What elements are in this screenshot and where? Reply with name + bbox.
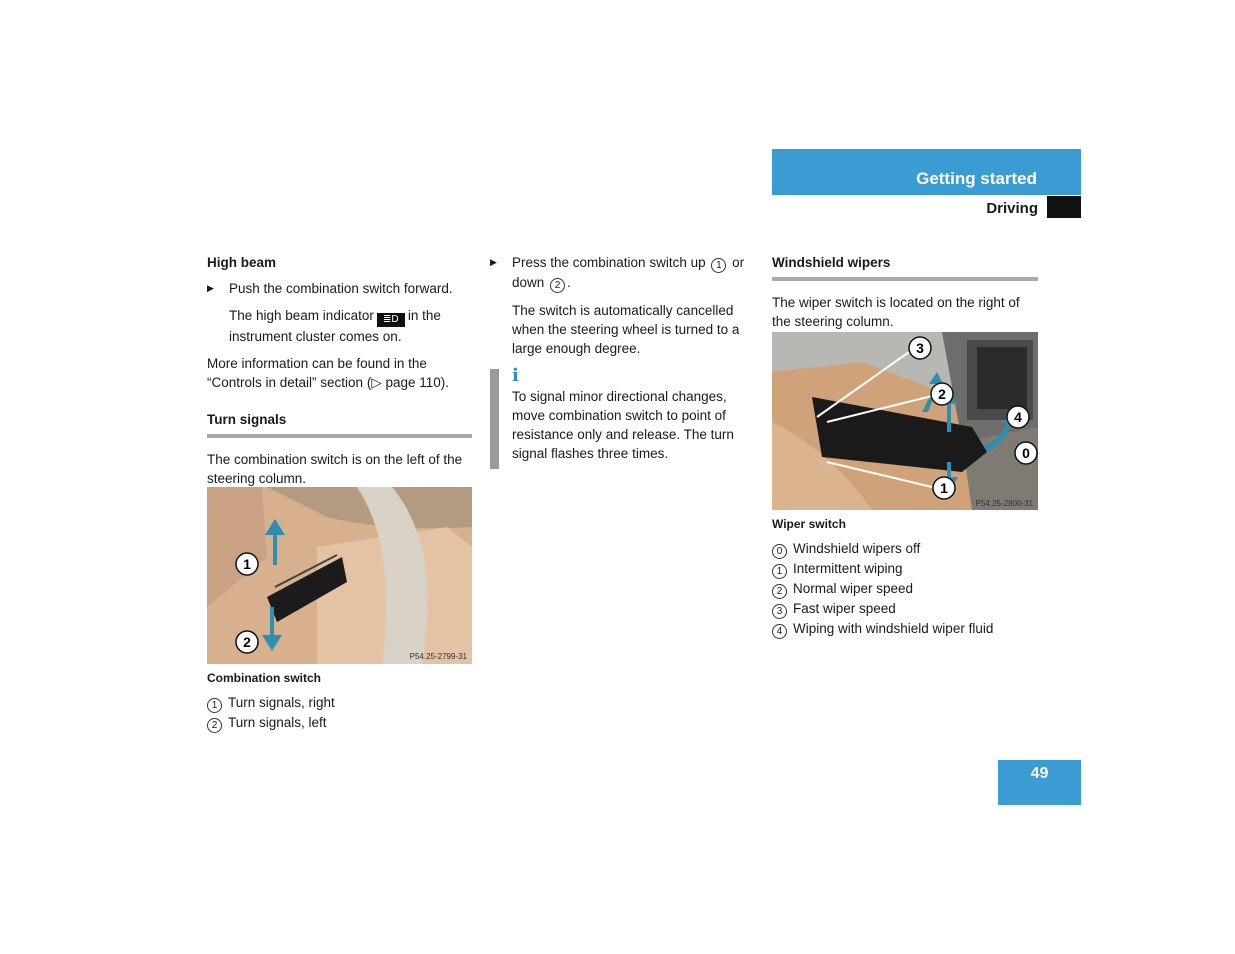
wiper-intro-text: The wiper switch is located on the right of the steering column. (772, 295, 1020, 329)
legend-item: 1 Turn signals, right (207, 693, 472, 713)
column-1 (207, 253, 472, 488)
combination-switch-image (207, 487, 472, 664)
auto-cancel-text: The switch is automatically cancelled when the steering wheel is turned to a large enough degree. (512, 303, 740, 356)
legend-item: 0 Windshield wipers off (772, 539, 1038, 559)
subsection-title: Driving (986, 200, 1038, 217)
heading-rule (207, 434, 472, 438)
wiper-switch-legend (772, 515, 1038, 639)
high-beam-icon: ≣D (377, 313, 405, 327)
callout-2: 2 (243, 634, 251, 650)
legend-item: 3 Fast wiper speed (772, 599, 1038, 619)
legend-number: 1 (772, 564, 787, 579)
combination-switch-legend (207, 669, 472, 733)
more-info-text: More information can be found in the “Controls in detail” section (▷ page 110). (207, 356, 449, 390)
high-beam-step: ▶ Push the combination switch forward. (207, 279, 472, 298)
combination-switch-illustration (207, 487, 472, 664)
section-title: Getting started (916, 169, 1037, 188)
callout-1: 1 (243, 556, 251, 572)
high-beam-indicator-text: The high beam indicator ≣D in the instrument cluster comes on. (229, 308, 441, 344)
legend-number: 4 (772, 624, 787, 639)
info-box (512, 366, 757, 463)
callout-3: 3 (916, 340, 924, 356)
page-number: 49 (998, 760, 1081, 805)
legend-number: 0 (772, 544, 787, 559)
callout-0: 0 (1022, 445, 1030, 461)
legend-item: 4 Wiping with windshield wiper fluid (772, 619, 1038, 639)
turn-signals-heading: Turn signals (207, 412, 287, 427)
column-3 (772, 253, 1038, 331)
legend-number: 2 (207, 718, 222, 733)
callout-4: 4 (1014, 409, 1022, 425)
callout-1: 1 (940, 480, 948, 496)
info-icon: i (512, 365, 519, 386)
turn-signal-step: ▶ Press the combination switch up 1 or down 2 . (490, 253, 755, 293)
section-header-bar (772, 149, 1081, 195)
legend-number: 1 (207, 698, 222, 713)
windshield-wipers-heading: Windshield wipers (772, 255, 891, 270)
figure-caption: Combination switch (207, 671, 321, 685)
column-2 (490, 253, 755, 358)
legend-item: 2 Normal wiper speed (772, 579, 1038, 599)
wiper-switch-illustration (772, 332, 1038, 510)
legend-number: 2 (772, 584, 787, 599)
callout-2: 2 (938, 386, 946, 402)
heading-rule (772, 277, 1038, 281)
legend-item: 1 Intermittent wiping (772, 559, 1038, 579)
legend-number: 3 (772, 604, 787, 619)
wiper-switch-image (772, 332, 1038, 510)
high-beam-heading: High beam (207, 255, 277, 270)
turn-signals-text: The combination switch is on the left of the steering column. (207, 452, 463, 486)
image-code: P54.25-2799-31 (409, 652, 467, 661)
info-bar (490, 369, 499, 469)
info-text: To signal minor directional changes, move combination switch to point of resistance only and release. The turn signal flashes three times. (512, 389, 734, 461)
subsection-marker (1047, 196, 1081, 218)
legend-item: 2 Turn signals, left (207, 713, 472, 733)
image-code: P54.25-2800-31 (975, 499, 1033, 508)
figure-caption: Wiper switch (772, 517, 846, 531)
